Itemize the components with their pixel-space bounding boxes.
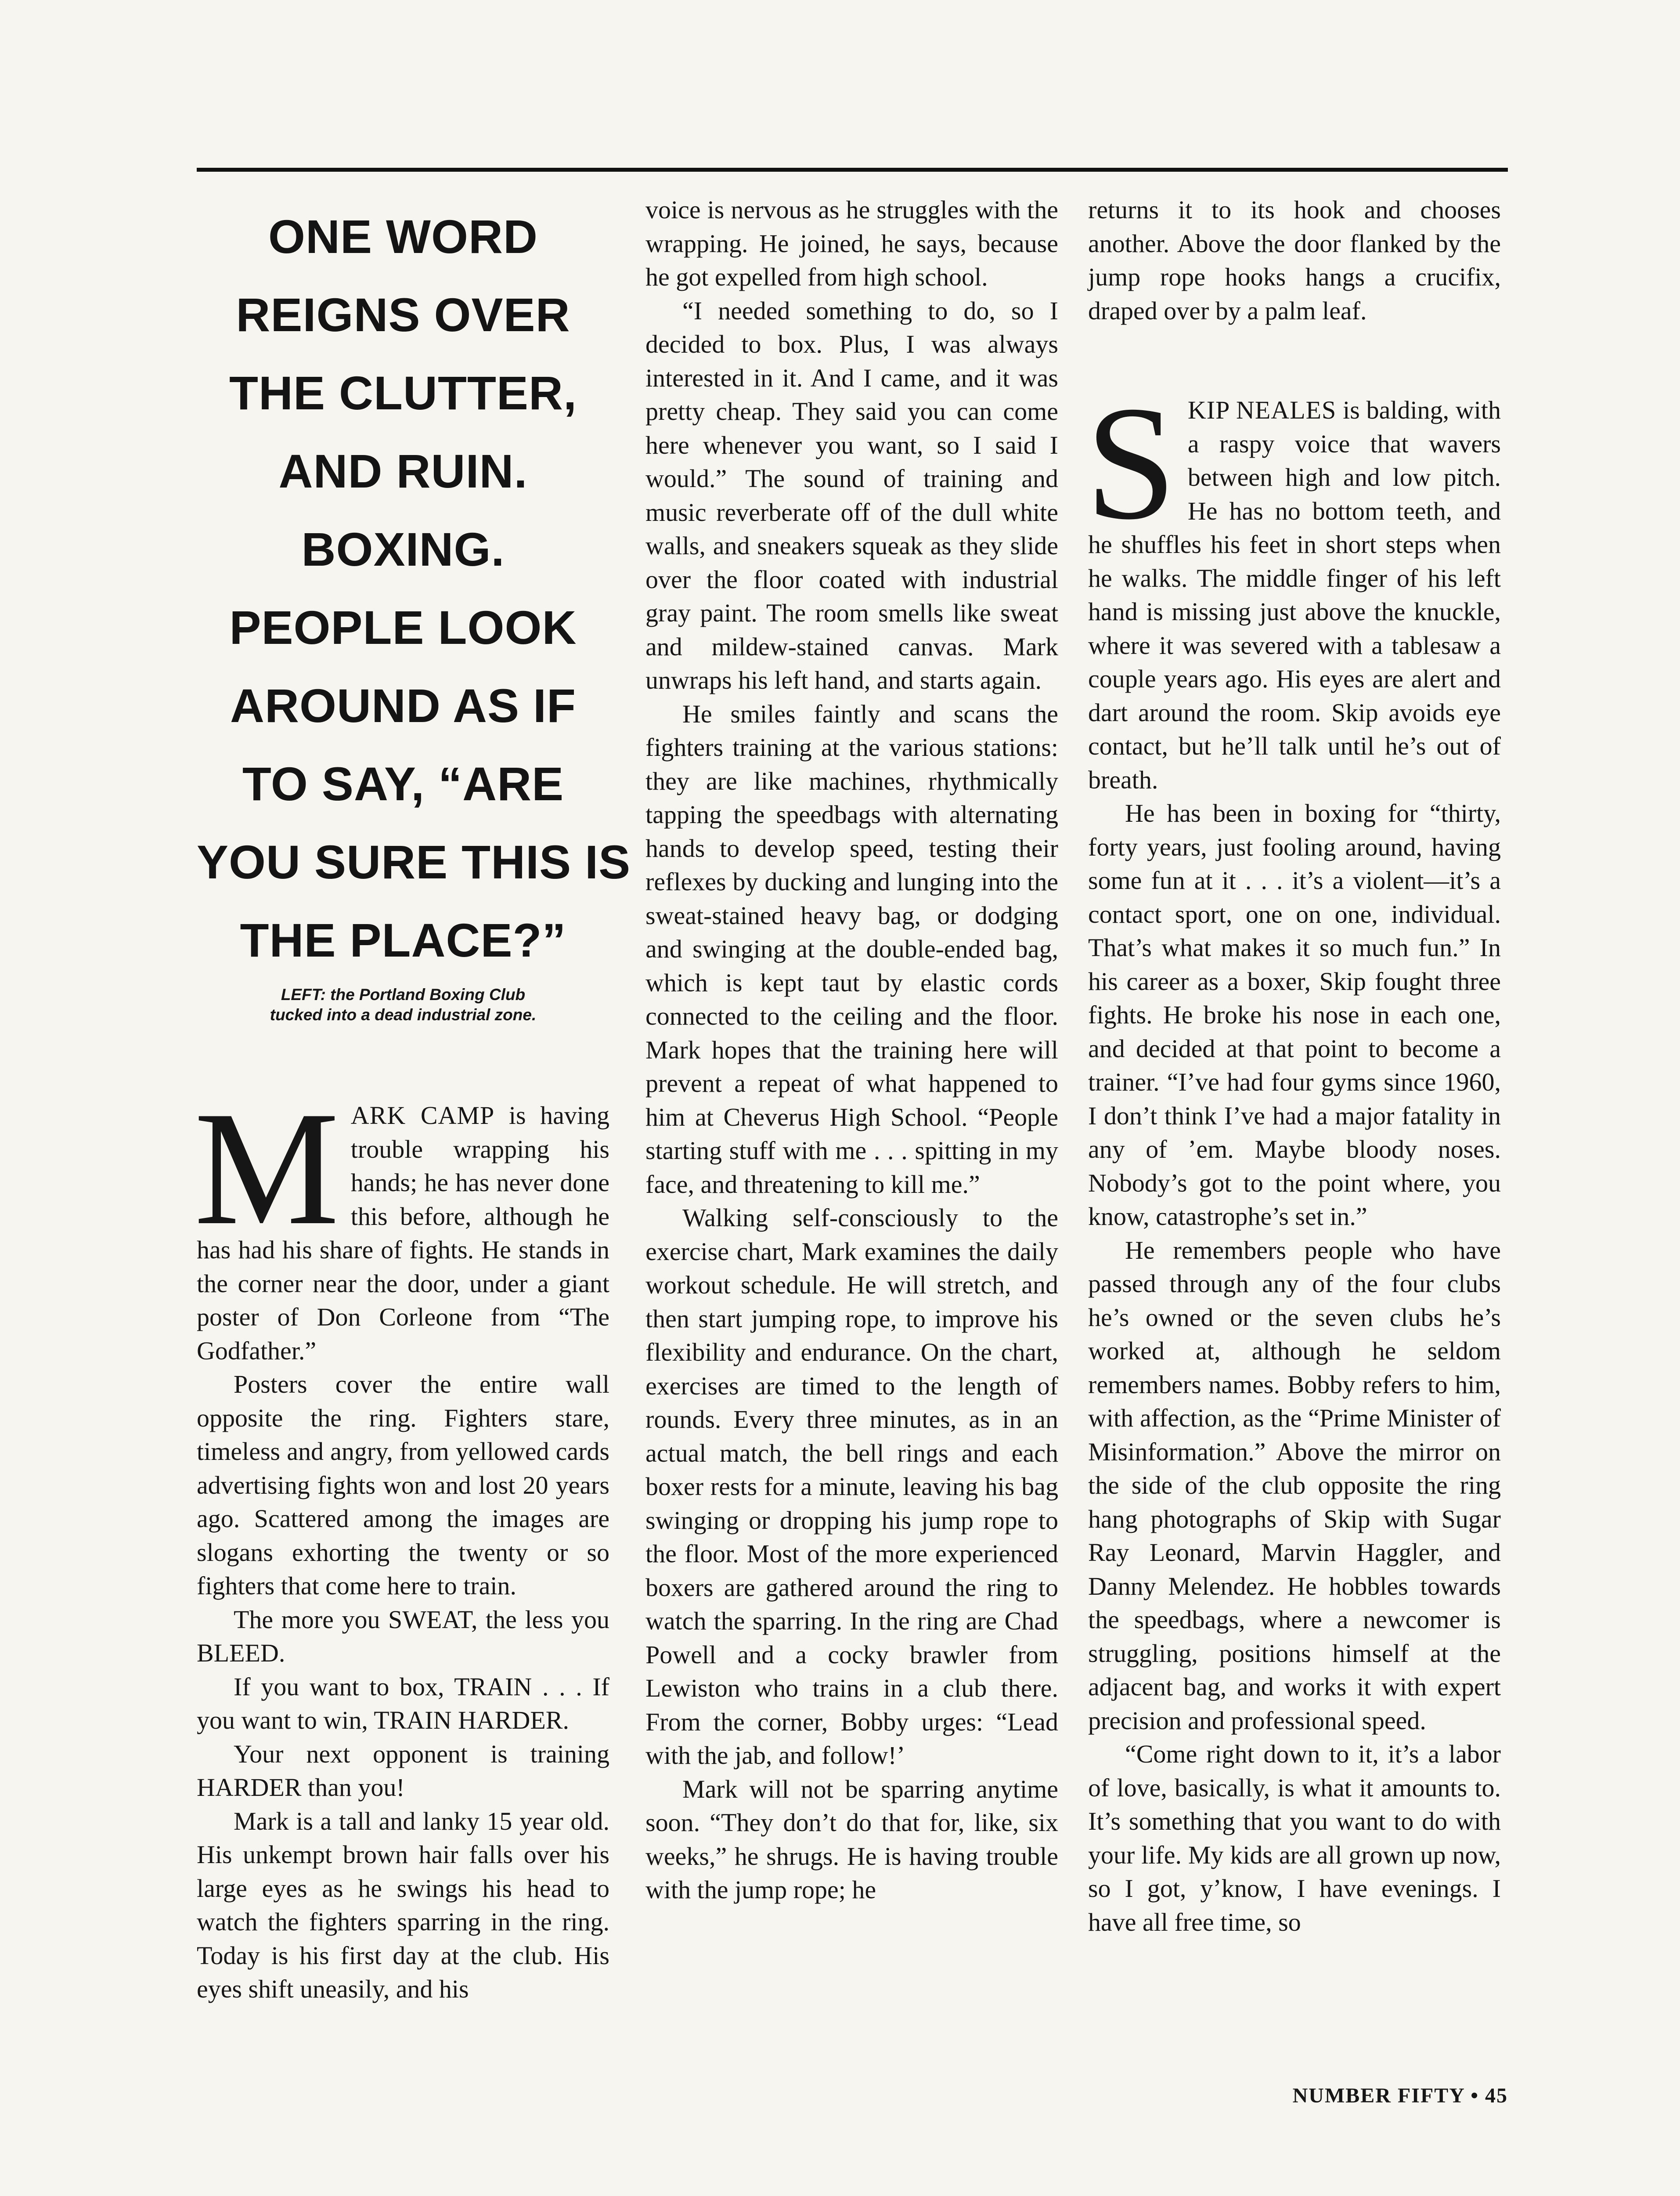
paragraph: “Come right down to it, it’s a labor of love, basically, is what it amounts to. It’s something that you want to do with your life. My kids are all grown up now, so I got, y’know, I have evenings. I have all free time, so [1088, 1740, 1501, 1936]
pull-quote-line: AROUND AS IF [230, 679, 576, 732]
pull-quote-line: TO SAY, “ARE [242, 757, 564, 810]
paragraph: He smiles faintly and scans the fighters training at the various stations: they are like machines, rhythmically tapping the speedbags with alternating hands to develop speed, testing their reflexes by ducking and lunging into the sweat-stained heavy bag, or dodging and swinging at the double-ended bag, which is kept taut by elastic cords connected to the ceiling and the floor. Mark hopes that the training here will prevent a repeat of what happened to him at Cheverus High School. “People starting stuff with me . . . spitting in my face, and threatening to kill me.” [645, 699, 1058, 1199]
photo-caption-line-1: LEFT: the Portland Boxing Club [281, 986, 526, 1004]
page-footer [1262, 2084, 1508, 2108]
folio-separator: • [1471, 2084, 1479, 2107]
pull-quote-line: THE CLUTTER, [229, 366, 577, 419]
slogan: If you want to box, TRAIN . . . If you want to win, TRAIN HARDER. [197, 1672, 609, 1734]
paragraph: Mark will not be sparring anytime soon. “They don’t do that for, like, six weeks,” he shrugs. He is having trouble with the jump rope; he [645, 1774, 1058, 1904]
slogan: The more you SWEAT, the less you BLEED. [197, 1605, 609, 1667]
photo-caption [197, 985, 609, 1025]
drop-cap: S [1085, 373, 1176, 553]
paragraph: returns it to its hook and chooses another. Above the door flanked by the jump rope hooks hangs a crucifix, draped over by a palm leaf. [1088, 195, 1501, 325]
paragraph: Posters cover the entire wall opposite the ring. Fighters stare, timeless and angry, from yellowed cards advertising fights won and lost 20 years ago. Scattered among the images are slogans exhorting the twenty or so fighters that come here to train. [197, 1370, 609, 1600]
photo-caption-line-2: tucked into a dead industrial zone. [270, 1006, 537, 1024]
pull-quote-line: AND RUIN. [278, 444, 528, 498]
paragraph: Walking self-consciously to the exercise chart, Mark examines the daily workout schedule. He will stretch, and then start jumping rope, to improve his flexibility and endurance. On the chart, exercises are timed to the length of rounds. Every three minutes, as in an actual match, the bell rings and each boxer rests for a minute, leaving his bag swinging or dropping his jump rope to the floor. Most of the more experienced boxers are gathered around the ring to watch the sparring. In the ring are Chad Powell and a cocky brawler from Lewiston who trains in a club there. From the corner, Bobby urges: “Lead with the jab, and follow!’ [645, 1203, 1058, 1770]
paragraph: He remembers people who have passed through any of the four clubs he’s owned or the seven clubs he’s worked at, although he seldom remembers names. Bobby refers to him, with affection, as the “Prime Minister of Misinformation.” Above the mirror on the side of the club opposite the ring hang photographs of Skip with Sugar Ray Leonard, Marvin Haggler, and Danny Melendez. He hobbles towards the speedbags, where a newcomer is struggling, positions himself at the adjacent bag, and works it with expert precision and professional speed. [1088, 1235, 1501, 1735]
pull-quote-line: YOU SURE THIS IS [197, 835, 631, 889]
paragraph: “I needed something to do, so I decided to box. Plus, I was always interested in it. And I came, and it was pretty cheap. They said you can come here whenever you want, so I said I would.” The sound of training and music reverberate off of the dull white walls, and sneakers squeak as they slide over the floor coated with industrial gray paint. The room smells like sweat and mildew-stained canvas. Mark unwraps his left hand, and starts again. [645, 296, 1058, 694]
paragraph: Mark is a tall and lanky 15 year old. His unkempt brown hair falls over his large eyes as he swings his head to watch the fighters sparring in the ring. Today is his first day at the club. His eyes shift uneasily, and his [197, 1806, 609, 2003]
paragraph: He has been in boxing for “thirty, forty years, just fooling around, having some fun at it . . . it’s a violent—it’s a contact sport, one on one, individual. That’s what makes it so much fun.” In his career as a boxer, Skip fought three fights. He broke his nose in each one, and decided at that point to become a trainer. “I’ve had four gyms since 1960, I don’t think I’ve had a major fatality in any of ’em. Maybe bloody noses. Nobody’s got to the point where, you know, catastrophe’s set in.” [1088, 799, 1501, 1231]
article-opening-paragraph [194, 1078, 610, 1368]
opener-caps: ARK CAMP [350, 1101, 495, 1130]
page-number: 45 [1485, 2084, 1508, 2107]
paragraph: voice is nervous as he struggles with the wrapping. He joined, he says, because he got expelled from high school. [645, 195, 1058, 291]
opener-caps: KIP NEALES [1187, 396, 1337, 424]
pull-quote-line: BOXING. [301, 523, 505, 576]
slogan: Your next opponent is training HARDER than you! [197, 1739, 609, 1802]
paragraph-text: is balding, with a raspy voice that wavers between high and low pitch. He has no bottom teeth, and he shuffles his feet in short steps when he walks. The middle finger of his left hand is missing just above the knuckle, where it was severed with a tablesaw a couple years ago. His eyes are alert and dart around the room. Skip avoids eye contact, but he’ll talk until he’s out of breath. [1088, 396, 1501, 794]
section-opening-paragraph [1085, 373, 1501, 797]
pull-quote-line: PEOPLE LOOK [229, 601, 577, 654]
pull-quote-line: REIGNS OVER [236, 288, 570, 341]
column-3 [1085, 193, 1501, 1939]
column-1 [194, 193, 631, 2006]
top-rule [197, 168, 1508, 172]
drop-cap: M [194, 1078, 339, 1259]
column-2 [645, 193, 1058, 1907]
publication-issue: NUMBER FIFTY [1292, 2084, 1465, 2107]
paragraph-text: is having trouble wrapping his hands; he has never done this before, although he has had his share of fights. He stands in the corner near the door, under a giant poster of Don Corleone from “The Godfather.” [197, 1101, 610, 1365]
pull-quote-line: ONE WORD [268, 210, 538, 263]
pull-quote [197, 193, 631, 979]
pull-quote-line: THE PLACE?” [240, 914, 566, 967]
